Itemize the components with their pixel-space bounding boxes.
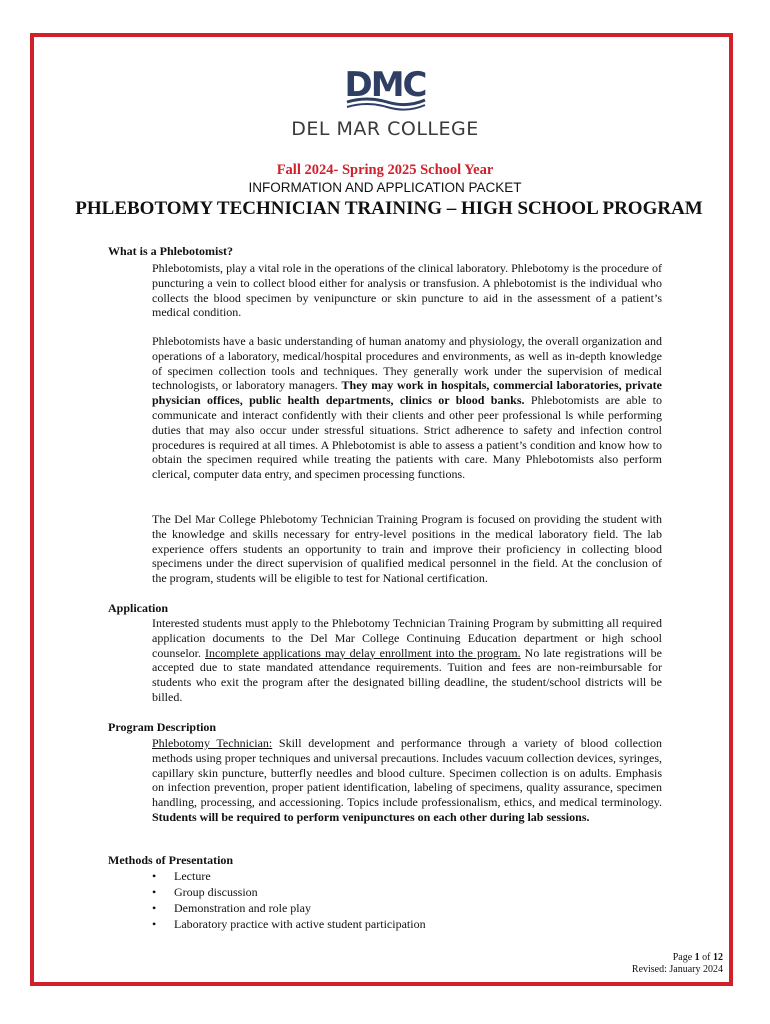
paragraph-program-description	[152, 736, 662, 825]
text-underline: Incomplete applications may delay enrollment into the program.	[205, 645, 521, 660]
bullet-icon: •	[152, 901, 157, 915]
text-bold: 1	[694, 952, 700, 963]
bullet-icon: •	[152, 917, 157, 931]
text-span: Phlebotomists have a basic understanding of human anatomy and physiology, the overall organization and operations of a laboratory, medical/hospital procedures and environments, as well as in-depth knowledge of specimen collection tools and techniques. They generally work under the supervision of medical technologists, or laboratory managers.	[152, 334, 662, 393]
dmc-logo	[0, 62, 770, 112]
school-year: Fall 2024- Spring 2025 School Year	[276, 162, 494, 178]
section-heading-program-description: Program Description	[108, 720, 217, 734]
bullet-icon: •	[152, 885, 157, 899]
list-item	[152, 916, 426, 932]
text-underline: Phlebotomy Technician:	[152, 736, 273, 750]
paragraph-application	[152, 616, 662, 705]
text-span: of	[699, 952, 713, 963]
text-bold: They may work in hospitals, commercial laboratories, private physician offices, public health departments, clinics or blood banks.	[152, 378, 662, 408]
paragraph-what-is: Phlebotomists, play a vital role in the operations of the clinical laboratory. Phlebotomy is the procedure of puncturing a vein to collect blood either for analysis or transfusion. A phlebotomist is the individual who collects the blood specimen by venipuncture or skin puncture to aid in the assessment of a patient’s medical condition.	[152, 261, 662, 320]
paragraph-program-focus: The Del Mar College Phlebotomy Technician Training Program is focused on providing the student with the knowledge and skills necessary for entry-level positions in the medical laboratory field. The lab experience offers students an opportunity to train and improve their proficiency in collecting blood specimens under the direct supervision of qualified medical personnel in the field. At the conclusion of the program, students will be eligible to test for National certification.	[152, 512, 662, 586]
program-title: PHLEBOTOMY TECHNICIAN TRAINING – HIGH SCHOOL PROGRAM	[75, 198, 703, 219]
list-item	[152, 900, 426, 916]
section-heading-application: Application	[108, 601, 169, 615]
text-span: Skill development and performance through a variety of blood collection methods using proper techniques and universal precautions. Includes vacuum collection devices, syringes, capillary skin puncture, butterfly needles and blood culture. Specimen collection is on adults. Emphasis on infection prevention, proper patient identification, labeling of specimens, quality assurance, specimen handling, processing, and accessioning. Topics include professionalism, ethics, and medical terminology.	[152, 736, 662, 810]
list-item	[152, 884, 426, 900]
page-footer	[632, 952, 723, 976]
logo-text: DMC	[344, 65, 426, 105]
text-span: No late registrations will be accepted due to state mandated attendance requirements. Tuition and fees are non-reimbursable for students who exit the program after the designated billing deadline, the student/school districts will be billed.	[152, 645, 662, 704]
list-item-text: Group discussion	[174, 885, 258, 899]
text-span: Phlebotomists are able to communicate and interact confidently with their clients and other peer professional ls while performing duties that may also occur under stressful situations. Strict adherence to safety and infection control procedures is required at all times. A Phlebotomist is able to assess a patient’s condition and know how to obtain the specimen required while treating the patients with care. Many Phlebotomists also perform clerical, computer data entry, and specimen processing functions.	[152, 393, 662, 482]
page-number	[632, 952, 723, 964]
list-item	[152, 868, 426, 884]
text-bold: Students will be required to perform venipunctures on each other during lab sessions.	[152, 809, 590, 824]
list-item-text: Lecture	[174, 869, 211, 883]
section-heading-methods: Methods of Presentation	[108, 853, 234, 867]
text-bold: 12	[713, 952, 723, 963]
college-name: DEL MAR COLLEGE	[291, 118, 479, 140]
list-item-text: Laboratory practice with active student participation	[174, 917, 426, 931]
text-span: Interested students must apply to the Phlebotomy Technician Training Program by submitting all required application documents to the Del Mar College Continuing Education department or high school counselor.	[152, 616, 662, 660]
packet-title: INFORMATION AND APPLICATION PACKET	[248, 180, 522, 195]
revised-date: Revised: January 2024	[631, 964, 723, 975]
methods-list	[152, 868, 426, 932]
text-span: Page	[672, 952, 695, 963]
list-item-text: Demonstration and role play	[174, 901, 311, 915]
paragraph-phlebotomist-duties	[152, 334, 662, 482]
bullet-icon: •	[152, 869, 157, 883]
section-heading-what-is: What is a Phlebotomist?	[108, 244, 234, 258]
